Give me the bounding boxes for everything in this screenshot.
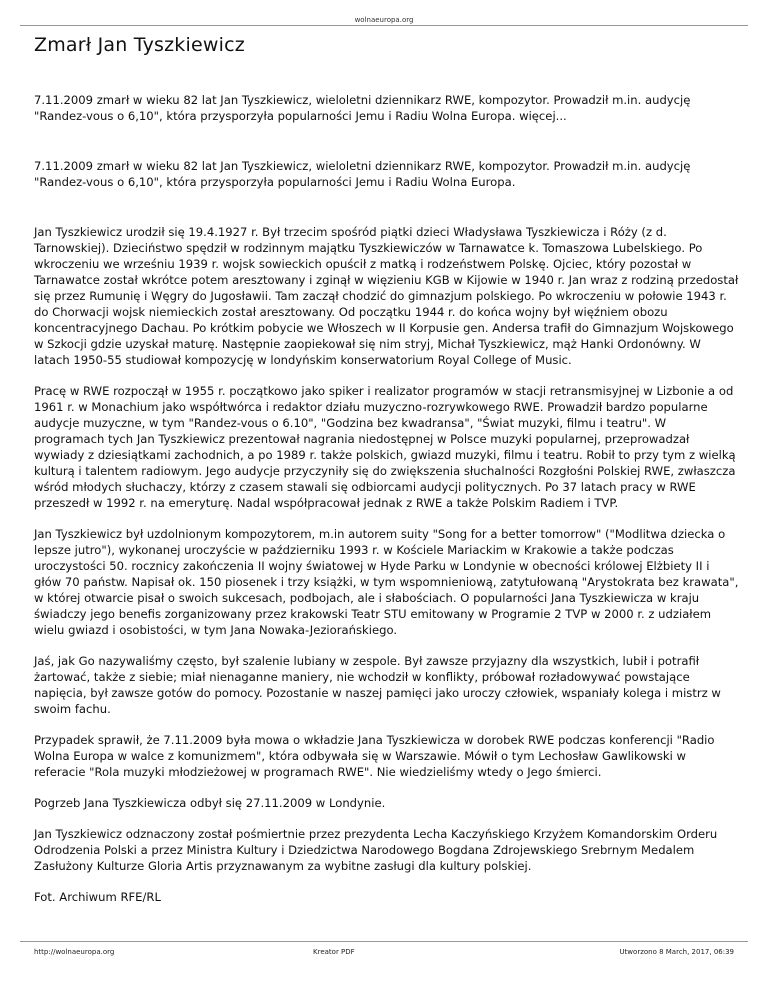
footer-created-date: Utworzono 8 March, 2017, 06:39 (619, 948, 734, 956)
article-intro: 7.11.2009 zmarł w wieku 82 lat Jan Tyszkiewicz, wieloletni dziennikarz RWE, kompozytor. Prowadził m.in. audycję "Randez-vous o 6,10", która przysporzyła popularności Jemu i Radiu Wolna Europa. (34, 159, 691, 189)
footer-url: http://wolnaeuropa.org (34, 948, 115, 956)
paragraph-funeral: Pogrzeb Jana Tyszkiewicza odbył się 27.11.2009 w Londynie. (34, 796, 386, 810)
header-divider (20, 25, 748, 26)
photo-credit: Fot. Archiwum RFE/RL (34, 890, 161, 904)
paragraph-rwe-career: Pracę w RWE rozpoczął w 1955 r. początkowo jako spiker i realizator programów w stacji retransmisyjnej w Lizbonie a od 1961 r. w Monachium jako współtwórca i redaktor działu muzyczno-rozrywkowego RWE. Prowadził bardzo popularne audycje muzyczne, w tym "Randez-vous o 6.10", "Godzina bez kwadransa", "Świat muzyki, filmu i teatru". W programach tych Jan Tyszkiewicz prezentował nagrania niedostępnej w Polsce muzyki popularnej, przeprowadzał wywiady z dziesiątkami zachodnich, a po 1989 r. także polskich, gwiazd muzyki, filmu i teatru. Robił to przy tym z wielką kulturą i talentem radiowym. Jego audycje przyczyniły się do zwiększenia słuchalności Rozgłośni Polskiej RWE, zwłaszcza wśród młodych słuchaczy, którzy z czasem stawali się odbiorcami audycji politycznych. Po 37 latach pracy w RWE przeszedł w 1992 r. na emeryturę. Nadal współpracował jednak z RWE a także Polskim Radiem i TVP. (34, 384, 736, 510)
paragraph-memories: Jaś, jak Go nazywaliśmy często, był szalenie lubiany w zespole. Był zawsze przyjazny dla wszystkich, lubił i potrafił żartować, także z siebie; miał nienaganne maniery, nie wchodził w konflikty, próbował rozładowywać powstające napięcia, był zawsze gotów do pomocy. Pozostanie w naszej pamięci jako uroczy człowiek, wspaniały kolega i mistrz w swoim fachu. (34, 654, 721, 716)
site-header: wolnaeuropa.org (354, 16, 414, 24)
paragraph-conference: Przypadek sprawił, że 7.11.2009 była mowa o wkładzie Jana Tyszkiewicza w dorobek RWE podczas konferencji "Radio Wolna Europa w walce z komunizmem", która odbywała się w Warszawie. Mówił o tym Lechosław Gawlikowski w referacie "Rola muzyki młodzieżowej w programach RWE". Nie wiedzieliśmy wtedy o Jego śmierci. (34, 733, 715, 779)
paragraph-biography: Jan Tyszkiewicz urodził się 19.4.1927 r. Był trzecim spośród piątki dzieci Władysława Tyszkiewicza i Róży (z d. Tarnowskiej). Dzieciństwo spędził w rodzinnym majątku Tyszkiewiczów w Tarnawatce k. Tomaszowa Lubelskiego. Po wkroczeniu we wrześniu 1939 r. wojsk sowieckich opuścił z matką i rodzeństwem Polskę. Ojciec, który pozostał w Tarnawatce został wkrótce potem aresztowany i zginął w więzieniu KGB w Kijowie w 1940 r. Jan wraz z rodziną przedostał się przez Rumunię i Węgry do Jugosławii. Tam zaczął chodzić do gimnazjum polskiego. Po wkroczeniu w połowie 1943 r. do Chorwacji wojsk niemieckich został aresztowany. Od początku 1944 r. do końca wojny był więźniem obozu koncentracyjnego Dachau. Po krótkim pobycie we Włoszech w II Korpusie gen. Andersa trafił do Gimnazjum Wojskowego w Szkocji gdzie uzyskał maturę. Następnie zaopiekował się nim stryj, Michał Tyszkiewicz, mąż Hanki Ordonówny. W latach 1950-55 studiował kompozycję w londyńskim konserwatorium Royal College of Music. (34, 225, 739, 367)
paragraph-honours: Jan Tyszkiewicz odznaczony został pośmiertnie przez prezydenta Lecha Kaczyńskiego Krzyżem Komandorskim Orderu Odrodzenia Polski a przez Ministra Kultury i Dziedzictwa Narodowego Bogdana Zdrojewskiego Srebrnym Medalem Zasłużony Kulturze Gloria Artis przyznawanym za wybitne zasługi dla kultury polskiej. (34, 827, 718, 873)
article-title: Zmarł Jan Tyszkiewicz (34, 34, 245, 56)
paragraph-composer: Jan Tyszkiewicz był uzdolnionym kompozytorem, m.in autorem suity "Song for a better tomorrow" ("Modlitwa dziecka o lepsze jutro"), wykonanej uroczyście w październiku 1993 r. w Kościele Mariackim w Krakowie a także podczas uroczystości 50. rocznicy zakończenia II wojny światowej w Hyde Parku w Londynie w obecności królowej Elżbiety II i głów 70 państw. Napisał ok. 150 piosenek i trzy książki, w tym wspomnieniową, zatytułowaną "Arystokrata bez krawata", w której otwarcie pisał o swoich sukcesach, podbojach, ale i słabościach. O popularności Jana Tyszkiewicza w kraju świadczy jego benefis zorganizowany przez krakowski Teatr STU emitowany w Programie 2 TVP w 2000 r. z udziałem wielu gwiazd i osobistości, w tym Jana Nowaka-Jeziorańskiego. (34, 527, 739, 637)
article-body (34, 92, 740, 920)
article-lead: 7.11.2009 zmarł w wieku 82 lat Jan Tyszkiewicz, wieloletni dziennikarz RWE, kompozytor. Prowadził m.in. audycję "Randez-vous o 6,10", która przysporzyła popularności Jemu i Radiu Wolna Europa. więcej... (34, 93, 691, 123)
footer-generator: Kreator PDF (313, 948, 355, 956)
footer-divider (20, 941, 748, 942)
